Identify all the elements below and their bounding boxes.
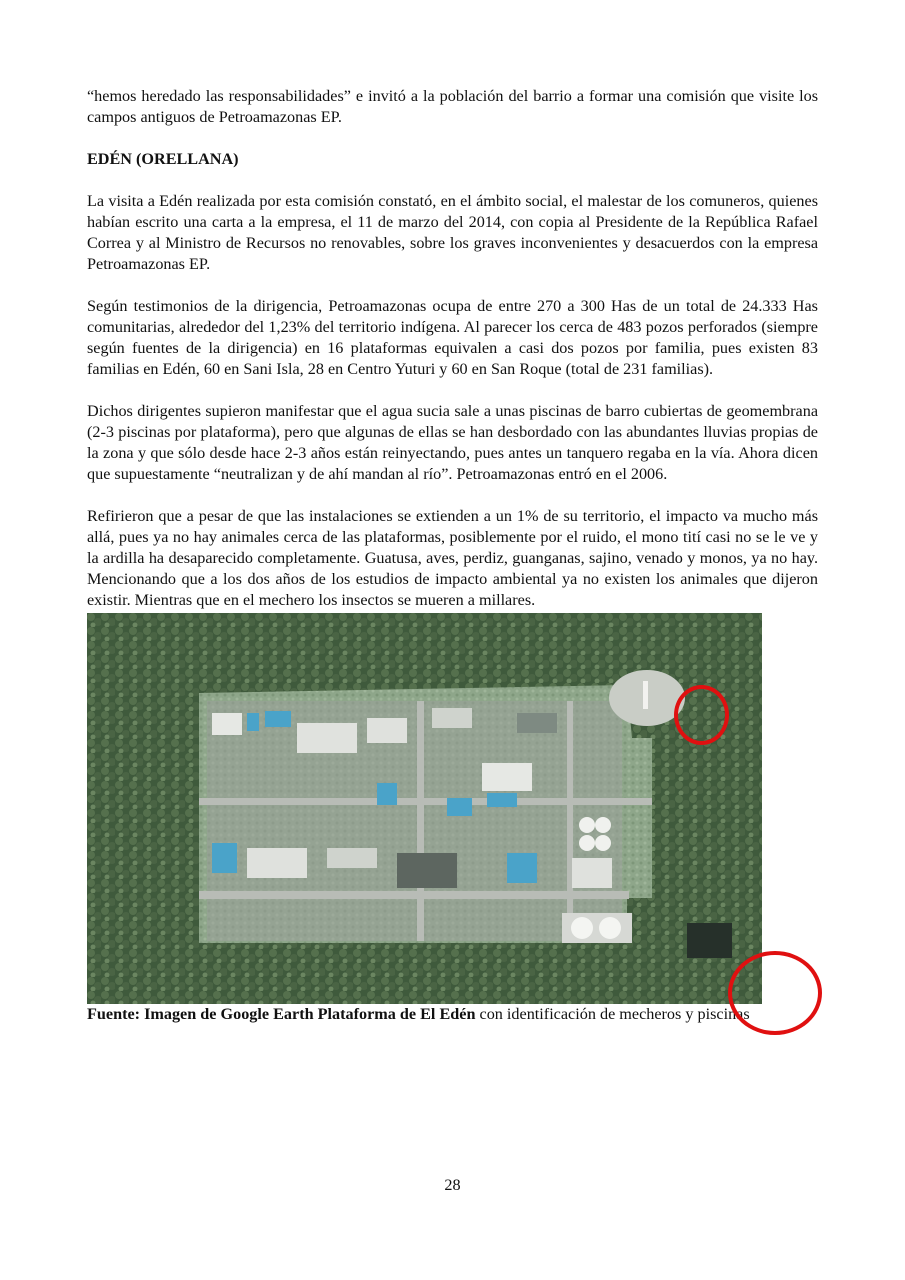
satellite-image <box>87 613 762 1004</box>
figure-caption <box>87 1004 818 1025</box>
caption-source: Fuente: Imagen de Google Earth Plataforma de El Edén <box>87 1005 476 1023</box>
caption-description: con identificación de mecheros y piscinas <box>475 1005 750 1023</box>
satellite-image-drawing <box>87 613 762 1004</box>
page-number: 28 <box>444 1176 461 1194</box>
pool-marker-circle <box>728 951 822 1035</box>
section-heading: EDÉN (ORELLANA) <box>87 150 239 168</box>
flare-marker-circle <box>674 685 729 745</box>
paragraph-visit: La visita a Edén realizada por esta comisión constató, en el ámbito social, el malestar de los comuneros, quienes habían escrito una carta a la empresa, el 11 de marzo del 2014, con copia al Presidente de la República Rafael Correa y al Ministro de Recursos no renovables, sobre los graves inconvenientes y desacuerdos con la empresa Petroamazonas EP. <box>87 192 818 273</box>
paragraph-pools: Dichos dirigentes supieron manifestar que el agua sucia sale a unas piscinas de barro cubiertas de geomembrana (2-3 piscinas por plataforma), pero que algunas de ellas se han desbordado con las abundantes lluvias propias de la zona y que sólo desde hace 2-3 años están reinyectando, pues antes un tanquero regaba en la vía. Ahora dicen que supuestamente “neutralizan y de ahí mandan al río”. Petroamazonas entró en el 2006. <box>87 402 818 483</box>
paragraph-testimonies: Según testimonios de la dirigencia, Petroamazonas ocupa de entre 270 a 300 Has de un total de 24.333 Has comunitarias, alrededor del 1,23% del territorio indígena. Al parecer los cerca de 483 pozos perforados (siempre según fuentes de la dirigencia) en 16 plataformas equivalen a casi dos pozos por familia, pues existen 83 familias en Edén, 60 en Sani Isla, 28 en Centro Yuturi y 60 en San Roque (total de 231 familias). <box>87 297 818 378</box>
paragraph-intro: “hemos heredado las responsabilidades” e invitó a la población del barrio a formar una comisión que visite los campos antiguos de Petroamazonas EP. <box>87 87 818 126</box>
page-body <box>87 86 818 1025</box>
paragraph-impact: Refirieron que a pesar de que las instalaciones se extienden a un 1% de su territorio, el impacto va mucho más allá, pues ya no hay animales cerca de las plataformas, posiblemente por el ruido, el mono tití casi no se le ve y la ardilla ha desaparecido completamente. Guatusa, aves, perdiz, guanganas, sajino, venado y monos, ya no hay. Mencionando que a los dos años de los estudios de impacto ambiental ya no existen los animales que dijeron existir. Mientras que en el mechero los insectos se mueren a millares. <box>87 507 818 609</box>
